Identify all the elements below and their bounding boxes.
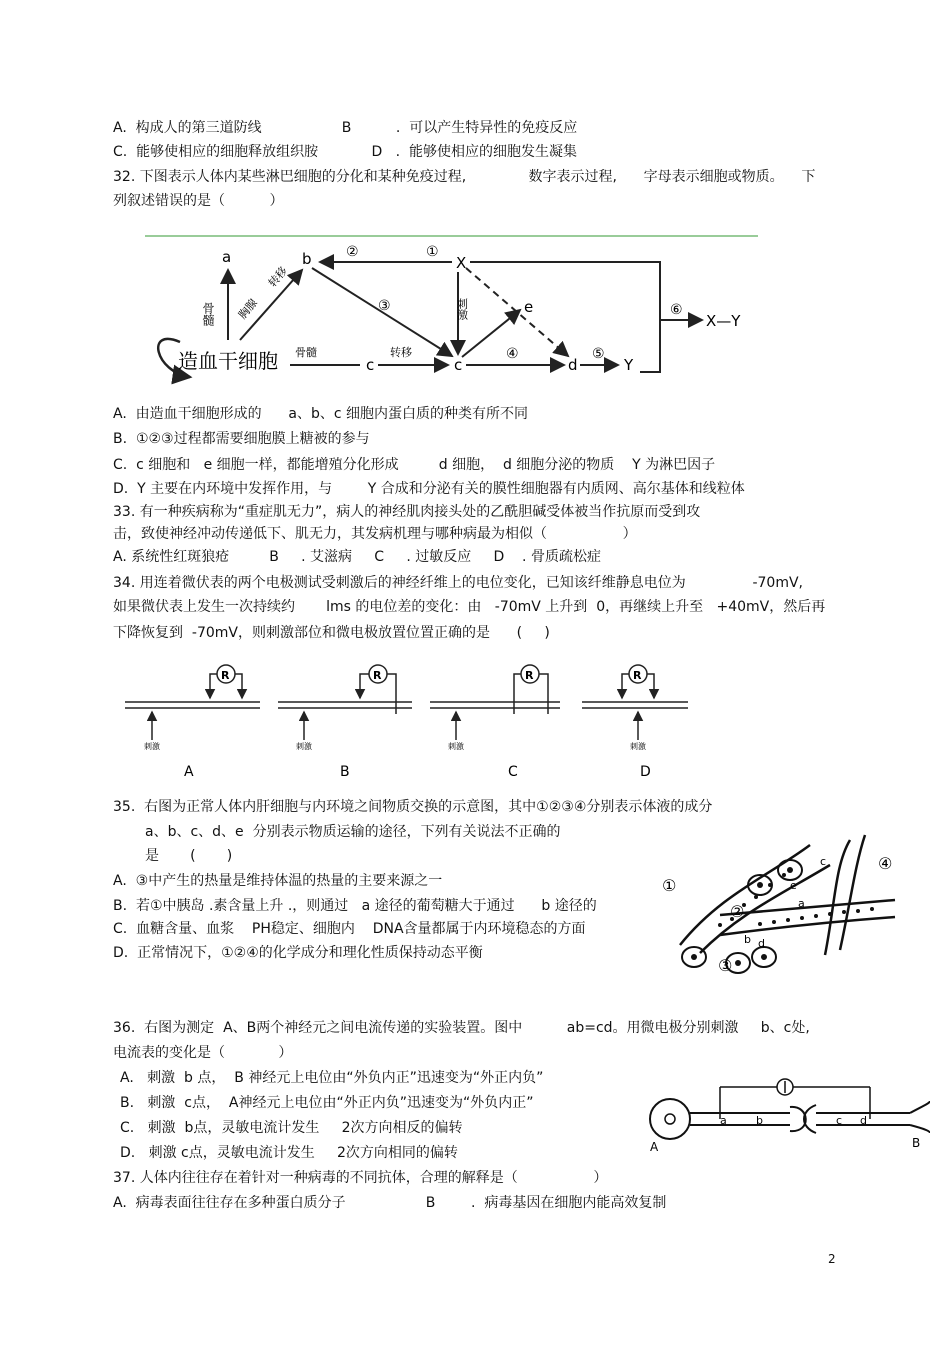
- q32-label-n6: ⑥: [670, 302, 683, 318]
- q32-label-b: b: [302, 250, 312, 268]
- q34-label-a: A: [184, 764, 194, 780]
- q32-label-n1: ①: [426, 244, 439, 260]
- q32-option-d: D. Y 主要在内环境中发挥作用，与 Y 合成和分泌有关的膜性细胞器有内质网、高尔基体和线粒体: [113, 481, 745, 497]
- q32-option-b: B. ①②③过程都需要细胞膜上糖被的参与: [113, 431, 370, 447]
- q35-label-e: e: [790, 879, 797, 892]
- q34-panel-d: [582, 665, 688, 780]
- q35-label-n2: ②: [730, 902, 745, 921]
- q35-option-d: D. 正常情况下，①②④的化学成分和理化性质保持动态平衡: [113, 945, 483, 961]
- q32-label-c1: c: [366, 356, 375, 374]
- q34-stem-line2: 如果微伏表上发生一次持续约 lms 的电位差的变化：由 -70mV 上升到 0，再继续上升至 +40mV，然后再: [113, 599, 826, 615]
- q32-label-n2: ②: [346, 244, 359, 260]
- q34-panel-b: [278, 665, 412, 780]
- q32-label-xiongxian: 胸腺: [235, 296, 261, 322]
- q34-stim-a: 刺激: [144, 742, 160, 751]
- q34-stim-c: 刺激: [448, 742, 464, 751]
- q37-stem: 37. 人体内往往存在着针对一种病毒的不同抗体，合理的解释是（ ）: [113, 1170, 608, 1186]
- q36-option-a: A. 刺激 b 点， B 神经元上电位由“外负内正”迅速变为“外正内负”: [120, 1070, 544, 1086]
- q35-diagram: [660, 825, 900, 975]
- q34-stim-d: 刺激: [630, 742, 646, 751]
- q36-option-c: C. 刺激 b点，灵敏电流计发生 2次方向相反的偏转: [120, 1120, 463, 1136]
- q35-stem-line1: 35. 右图为正常人体内肝细胞与内环境之间物质交换的示意图，其中①②③④分别表示体液的成分: [113, 799, 713, 815]
- q33-options: A. 系统性红斑狼疮 B . 艾滋病 C . 过敏反应 D . 骨质疏松症: [113, 549, 601, 565]
- q32-diagram: [140, 232, 770, 392]
- q35-label-n4: ④: [878, 854, 893, 873]
- q36-label-a: a: [720, 1114, 727, 1127]
- q32-label-X: X: [456, 254, 467, 272]
- q34-stim-b: 刺激: [296, 742, 312, 751]
- q32-label-a: a: [222, 248, 232, 266]
- q35-option-b: B. 若①中胰岛 .素含量上升 .，则通过 a 途径的葡萄糖大于通过 b 途径的: [113, 898, 597, 914]
- q36-label-d: d: [860, 1114, 867, 1127]
- q34-stem-line3: 下降恢复到 -70mV，则刺激部位和微电极放置位置正确的是 ( ): [113, 625, 550, 641]
- q32-label-d: d: [568, 356, 578, 374]
- q35-label-b: b: [744, 933, 751, 946]
- q34-label-c: C: [508, 764, 518, 780]
- q32-stem-cell-label: 造血干细胞: [178, 349, 278, 373]
- q35-stem-line3: 是 ( ): [145, 848, 233, 864]
- q34-meter-r-b: R: [373, 669, 382, 682]
- q36-option-b: B. 刺激 c点， A神经元上电位由“外正内负”迅速变为“外负内正”: [120, 1095, 534, 1111]
- q35-option-c: C. 血糖含量、血浆 PH稳定、细胞内 DNA含量都属于内环境稳态的方面: [113, 921, 586, 937]
- q32-label-ciji: 刺激: [455, 298, 469, 320]
- q34-meter-r-c: R: [525, 669, 534, 682]
- q32-label-n5: ⑤: [592, 346, 605, 362]
- q36-stem-line2: 电流表的变化是（ ）: [113, 1045, 293, 1061]
- q32-label-XY: X—Y: [706, 312, 741, 330]
- q32-label-guzui2: 骨髓: [295, 346, 317, 359]
- page-number: 2: [828, 1252, 836, 1266]
- q32-stem-line1: 32. 下图表示人体内某些淋巴细胞的分化和某种免疫过程, 数字表示过程, 字母表示细胞或物质。 下: [113, 169, 816, 185]
- q36-label-neuron-b: B: [912, 1136, 921, 1150]
- q35-stem-line2: a、b、c、d、e 分别表示物质运输的途径，下列有关说法不正确的: [145, 824, 561, 840]
- q34-meter-r-a: R: [221, 669, 230, 682]
- q36-label-neuron-a: A: [650, 1140, 659, 1154]
- q35-label-a: a: [798, 897, 805, 910]
- q32-label-e: e: [524, 298, 534, 316]
- q36-stem-line1: 36. 右图为测定 A、B两个神经元之间电流传递的实验装置。图中 ab=cd。用微电极分别刺激 b、c处,: [113, 1020, 810, 1036]
- q35-option-a: A. ③中产生的热量是维持体温的热量的主要来源之一: [113, 873, 443, 889]
- q31-option-a: A. 构成人的第三道防线 B . 可以产生特异性的免疫反应: [113, 120, 578, 136]
- q34-diagrams: [120, 652, 695, 782]
- q33-stem-line2: 击，致使神经冲动传递低下、肌无力，其发病机理与哪种病最为相似（ ）: [113, 526, 637, 542]
- q36-label-b: b: [756, 1114, 763, 1127]
- q32-option-a: A. 由造血干细胞形成的 a、b、c 细胞内蛋白质的种类有所不同: [113, 406, 528, 422]
- q35-label-c: c: [820, 855, 827, 868]
- q32-label-n3: ③: [378, 298, 391, 314]
- q32-label-c2: c: [454, 356, 463, 374]
- q36-option-d: D. 刺激 c点，灵敏电流计发生 2次方向相同的偏转: [120, 1145, 458, 1161]
- q34-stem-line1: 34. 用连着微伏表的两个电极测试受刺激后的神经纤维上的电位变化，已知该纤维静息电位为 -70mV,: [113, 575, 803, 591]
- q36-diagram: [640, 1075, 930, 1155]
- q35-label-n1: ①: [662, 876, 677, 895]
- q35-label-n3: ③: [718, 956, 733, 975]
- q32-label-guzui: 骨髓: [201, 302, 215, 326]
- q31-option-c: C. 能够使相应的细胞释放组织胺 D . 能够使相应的细胞发生凝集: [113, 144, 578, 160]
- q32-label-zhuanyi2: 转移: [390, 346, 412, 359]
- q34-panel-a: [125, 665, 260, 780]
- q32-stem-line2: 列叙述错误的是（ ）: [113, 193, 284, 209]
- q32-label-zhuanyi: 转移: [265, 264, 291, 290]
- q32-label-Y: Y: [624, 356, 634, 374]
- q35-label-d: d: [758, 937, 765, 950]
- q32-option-c: C. c 细胞和 e 细胞一样，都能增殖分化形成 d 细胞， d 细胞分泌的物质 Y 为淋巴因子: [113, 457, 716, 473]
- q34-meter-r-d: R: [633, 669, 642, 682]
- q33-stem-line1: 33. 有一种疾病称为“重症肌无力”，病人的神经肌肉接头处的乙酰胆碱受体被当作抗原而受到攻: [113, 504, 701, 520]
- q34-label-b: B: [340, 764, 350, 780]
- q34-label-d: D: [640, 764, 651, 780]
- q32-label-n4: ④: [506, 346, 519, 362]
- q36-label-c: c: [836, 1114, 843, 1127]
- q37-option-a: A. 病毒表面往往存在多种蛋白质分子 B . 病毒基因在细胞内能高效复制: [113, 1195, 667, 1211]
- q34-panel-c: [430, 665, 560, 780]
